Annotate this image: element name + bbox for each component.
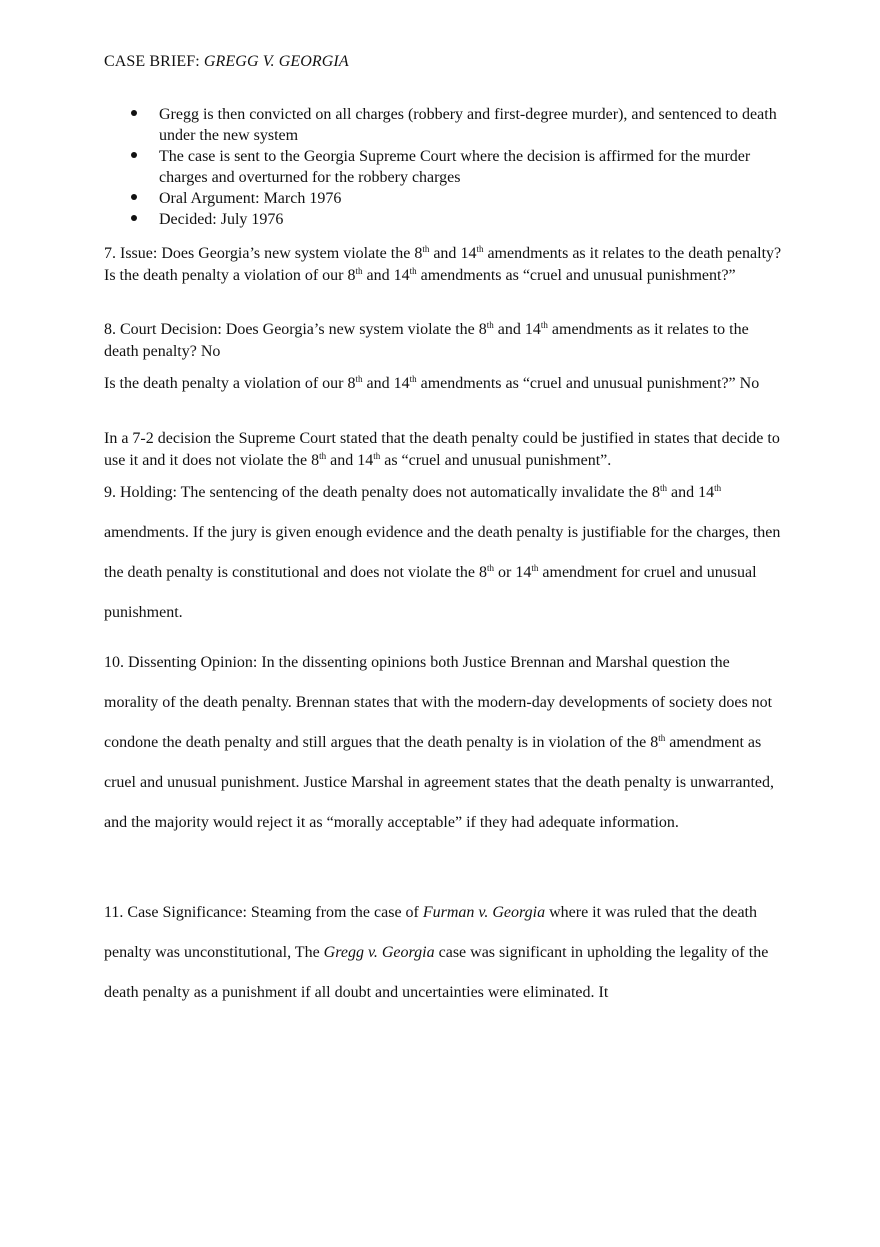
bullet-text: Oral Argument: March 1976	[159, 190, 342, 207]
header-case-name: GREGG V. GEORGIA	[203, 53, 349, 70]
court-decision-question-1: 8. Court Decision: Does Georgia’s new system violate the 8th and 14th amendments as it relates to the death penalty? No	[104, 320, 749, 360]
list-item	[104, 209, 784, 230]
bullet-icon	[131, 215, 137, 221]
case-significance-paragraph: 11. Case Significance: Steaming from the case of Furman v. Georgia where it was ruled that the death penalty was unconstitutional, The Gregg v. Georgia case was significant in upholding the legality of the death penalty as a punishment if all doubt and uncertainties were eliminated. It	[104, 904, 769, 1001]
court-decision-summary: In a 7-2 decision the Supreme Court stated that the death penalty could be justified in states that decide to use it and it does not violate the 8th and 14th as “cruel and unusual punishment”.	[104, 430, 780, 469]
bullet-icon	[131, 110, 137, 116]
holding-paragraph: 9. Holding: The sentencing of the death penalty does not automatically invalidate the 8th and 14th amendments. If the jury is given enough evidence and the death penalty is justifiable for the charges, then the death penalty is constitutional and does not violate the 8th or 14th amendment for cruel and unusual punishment.	[104, 483, 781, 621]
facts-bullet-list	[104, 104, 784, 230]
page-header	[104, 52, 349, 72]
bullet-text: Decided: July 1976	[159, 211, 284, 228]
bullet-text: Gregg is then convicted on all charges (robbery and first-degree murder), and sentenced to death under the new system	[159, 106, 777, 144]
list-item	[104, 146, 784, 188]
case-citation-furman: Furman v. Georgia	[422, 904, 546, 921]
case-citation-gregg: Gregg v. Georgia	[323, 944, 435, 961]
bullet-icon	[131, 194, 137, 200]
court-decision-question-2: Is the death penalty a violation of our 8th and 14th amendments as “cruel and unusual punishment?” No	[104, 374, 760, 392]
list-item	[104, 104, 784, 146]
bullet-icon	[131, 152, 137, 158]
issue-paragraph: 7. Issue: Does Georgia’s new system violate the 8th and 14th amendments as it relates to the death penalty? Is the death penalty a violation of our 8th and 14th amendments as “cruel and unusual punishment?”	[104, 244, 782, 284]
list-item	[104, 188, 784, 209]
header-prefix: CASE BRIEF:	[104, 53, 204, 70]
dissenting-opinion-paragraph: 10. Dissenting Opinion: In the dissenting opinions both Justice Brennan and Marshal question the morality of the death penalty. Brennan states that with the modern-day developments of society does not condone the death penalty and still argues that the death penalty is in violation of the 8th amendment as cruel and unusual punishment. Justice Marshal in agreement states that the death penalty is unwarranted, and the majority would reject it as “morally acceptable” if they had adequate information.	[104, 654, 775, 831]
bullet-text: The case is sent to the Georgia Supreme Court where the decision is affirmed for the murder charges and overturned for the robbery charges	[159, 148, 751, 186]
